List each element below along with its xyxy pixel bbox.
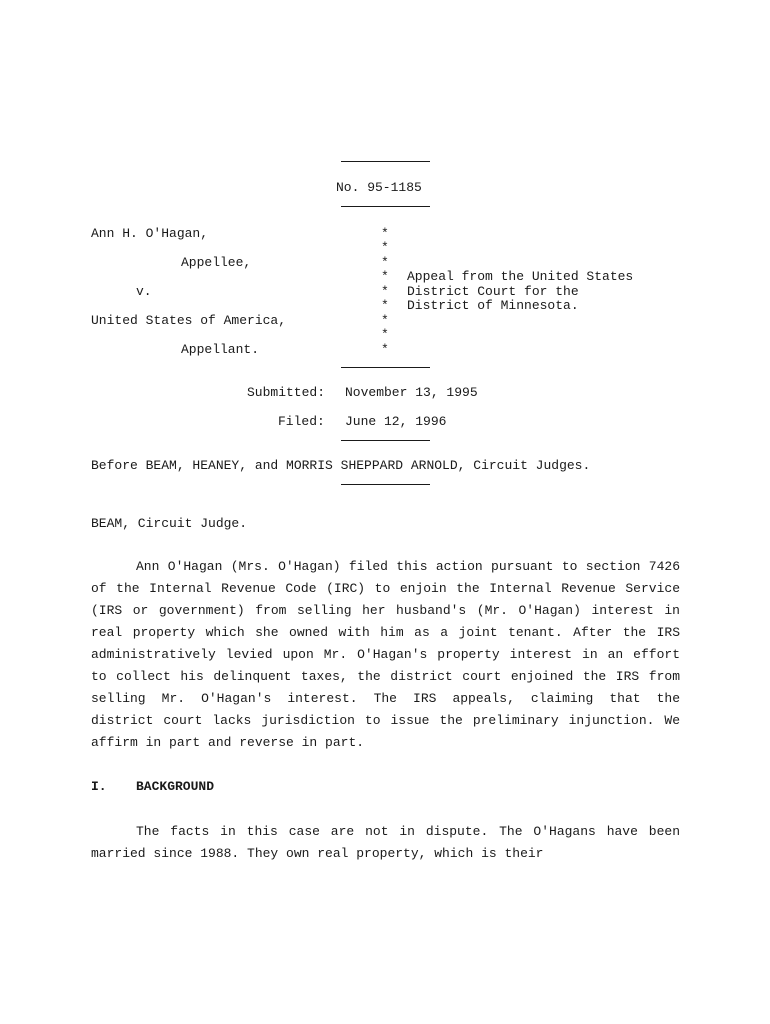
appellant-role: Appellant.: [181, 342, 260, 357]
divider-rule: [341, 367, 430, 368]
versus: v.: [136, 284, 152, 299]
paragraph-line: Ann O'Hagan (Mrs. O'Hagan) filed this action pursuant to section 7426: [136, 559, 680, 574]
appeal-from-line: District of Minnesota.: [407, 298, 579, 313]
appeal-from-line: District Court for the: [407, 284, 579, 299]
asterisk: *: [381, 298, 389, 313]
asterisk: *: [381, 240, 389, 255]
asterisk: *: [381, 269, 389, 284]
opinion-paragraph: [91, 556, 680, 754]
opinion-author: BEAM, Circuit Judge.: [91, 516, 248, 531]
paragraph-line: district court lacks jurisdiction to issue the preliminary injunction. We: [91, 713, 680, 728]
paragraph-line: affirm in part and reverse in part.: [91, 735, 365, 750]
appellant-name: United States of America,: [91, 313, 287, 328]
paragraph-line: (IRS or government) from selling her husband's (Mr. O'Hagan) interest in: [91, 603, 680, 618]
filed-date: June 12, 1996: [345, 414, 447, 429]
appeal-from-line: Appeal from the United States: [407, 269, 634, 284]
asterisk: *: [381, 255, 389, 270]
divider-rule: [341, 440, 430, 441]
submitted-label: Submitted:: [247, 385, 326, 400]
paragraph-line: real property which she owned with him as a joint tenant. After the IRS: [91, 625, 680, 640]
paragraph-line: to collect his delinquent taxes, the district court enjoined the IRS from: [91, 669, 680, 684]
appellee-role: Appellee,: [181, 255, 252, 270]
paragraph-line: of the Internal Revenue Code (IRC) to enjoin the Internal Revenue Service: [91, 581, 680, 596]
panel-line: Before BEAM, HEANEY, and MORRIS SHEPPARD ARNOLD, Circuit Judges.: [91, 458, 591, 473]
appellee-name: Ann H. O'Hagan,: [91, 226, 209, 241]
asterisk: *: [381, 284, 389, 299]
section-number: I.: [91, 779, 107, 794]
asterisk: *: [381, 313, 389, 328]
submitted-date: November 13, 1995: [345, 385, 478, 400]
opinion-paragraph: [91, 821, 680, 865]
paragraph-line: selling Mr. O'Hagan's interest. The IRS appeals, claiming that the: [91, 691, 680, 706]
paragraph-line: administratively levied upon Mr. O'Hagan's property interest in an effort: [91, 647, 680, 662]
section-title: BACKGROUND: [136, 779, 215, 794]
filed-label: Filed:: [278, 414, 325, 429]
divider-rule: [341, 206, 430, 207]
case-number: No. 95-1185: [336, 180, 422, 195]
paragraph-line: The facts in this case are not in dispute. The O'Hagans have been: [136, 824, 680, 839]
divider-rule: [341, 484, 430, 485]
divider-rule: [341, 161, 430, 162]
asterisk: *: [381, 226, 389, 241]
asterisk: *: [381, 342, 389, 357]
paragraph-line: married since 1988. They own real property, which is their: [91, 846, 544, 861]
asterisk: *: [381, 327, 389, 342]
